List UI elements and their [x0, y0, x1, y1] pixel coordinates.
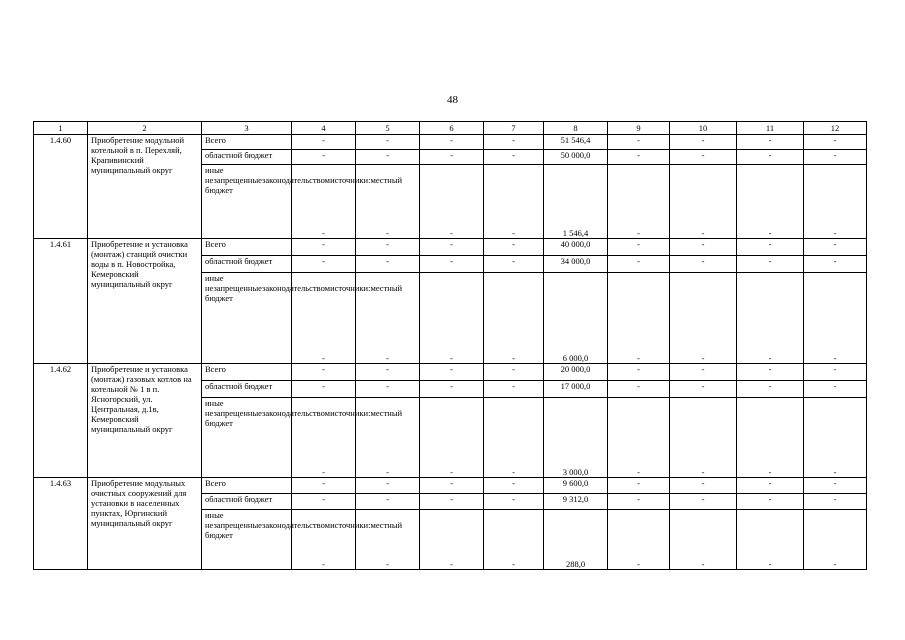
column-header: 8 [544, 122, 608, 135]
funding-source-line: запрещенные [213, 520, 263, 530]
value-cell: - [356, 273, 420, 364]
value-cell: - [356, 494, 420, 510]
value-cell: - [804, 273, 867, 364]
value-cell: - [670, 256, 737, 273]
value-cell: - [670, 165, 737, 239]
value-cell: - [737, 150, 804, 165]
header-row [34, 122, 867, 135]
value-cell: - [737, 364, 804, 381]
table-row [34, 478, 867, 494]
value-cell: - [670, 273, 737, 364]
page-number: 48 [447, 94, 458, 106]
value-cell: - [670, 364, 737, 381]
value-cell: - [356, 381, 420, 398]
value-cell: - [484, 135, 544, 150]
value-cell: - [484, 273, 544, 364]
funding-source-label: местный бюджет [205, 175, 403, 195]
item-number: 1.4.61 [34, 239, 88, 364]
value-cell: 34 000,0 [544, 256, 608, 273]
value-cell: - [484, 150, 544, 165]
value-cell: - [356, 150, 420, 165]
value-cell: - [356, 364, 420, 381]
column-header: 5 [356, 122, 420, 135]
funding-source-label: местный бюджет [205, 283, 403, 303]
value-cell: - [356, 135, 420, 150]
value-cell: - [737, 478, 804, 494]
value-cell: 17 000,0 [544, 381, 608, 398]
funding-source [202, 478, 292, 494]
funding-source-label: Всего [205, 239, 226, 249]
value-cell: - [737, 165, 804, 239]
table-row [34, 364, 867, 381]
value-cell: - [292, 165, 356, 239]
value-cell: - [670, 381, 737, 398]
value-cell: - [420, 494, 484, 510]
funding-source [202, 135, 292, 150]
funding-source [202, 150, 292, 165]
value-cell: - [804, 135, 867, 150]
value-cell: - [484, 494, 544, 510]
funding-source [202, 510, 403, 570]
value-cell: - [608, 510, 670, 570]
funding-source-line: иные не [205, 273, 224, 293]
item-name: Приобретение модульных очистных сооружений для установки в населенных пунктах, Юргинский муниципальный округ [88, 478, 202, 570]
funding-source-label: местный бюджет [205, 520, 403, 540]
column-header: 4 [292, 122, 356, 135]
value-cell: - [420, 381, 484, 398]
funding-source-label: областной бюджет [205, 256, 273, 266]
value-cell: - [608, 256, 670, 273]
value-cell: - [670, 239, 737, 256]
value-cell: - [484, 165, 544, 239]
funding-source-line: иные не [205, 165, 224, 185]
column-header: 10 [670, 122, 737, 135]
funding-source [202, 239, 292, 256]
funding-source [202, 398, 403, 478]
column-header: 11 [737, 122, 804, 135]
value-cell: - [670, 398, 737, 478]
funding-source [202, 381, 292, 398]
value-cell: - [804, 510, 867, 570]
budget-table [33, 121, 867, 570]
value-cell: - [737, 273, 804, 364]
value-cell: 3 000,0 [544, 398, 608, 478]
value-cell: 50 000,0 [544, 150, 608, 165]
column-header: 2 [88, 122, 202, 135]
value-cell: - [356, 398, 420, 478]
value-cell: - [608, 398, 670, 478]
value-cell: - [484, 364, 544, 381]
funding-source-line: законодательством [262, 408, 331, 418]
value-cell: - [608, 165, 670, 239]
column-header: 1 [34, 122, 88, 135]
value-cell: 1 546,4 [544, 165, 608, 239]
table-body [34, 135, 867, 570]
value-cell: - [737, 135, 804, 150]
value-cell: - [670, 150, 737, 165]
value-cell: - [292, 381, 356, 398]
value-cell: - [670, 510, 737, 570]
value-cell: - [292, 256, 356, 273]
value-cell: - [737, 256, 804, 273]
value-cell: - [420, 239, 484, 256]
item-number: 1.4.62 [34, 364, 88, 478]
value-cell: - [737, 398, 804, 478]
value-cell: 40 000,0 [544, 239, 608, 256]
value-cell: - [292, 398, 356, 478]
value-cell: - [737, 239, 804, 256]
funding-source [202, 364, 292, 381]
value-cell: 9 312,0 [544, 494, 608, 510]
value-cell: - [608, 494, 670, 510]
value-cell: - [608, 135, 670, 150]
value-cell: - [670, 135, 737, 150]
item-name: Приобретение и установка (монтаж) газовых котлов на котельной № 1 в п. Ясногорский, ул. Центральная, д.1в, Кемеровский муниципальный округ [88, 364, 202, 478]
value-cell: - [292, 239, 356, 256]
funding-source-label: местный бюджет [205, 408, 403, 428]
value-cell: - [292, 494, 356, 510]
funding-source-line: источники: [330, 408, 371, 418]
value-cell: - [356, 165, 420, 239]
value-cell: - [484, 256, 544, 273]
value-cell: - [608, 381, 670, 398]
value-cell: - [292, 135, 356, 150]
funding-source [202, 273, 403, 364]
value-cell: - [737, 381, 804, 398]
value-cell: - [292, 364, 356, 381]
value-cell: - [356, 478, 420, 494]
value-cell: - [608, 239, 670, 256]
value-cell: - [804, 364, 867, 381]
value-cell: - [804, 239, 867, 256]
value-cell: - [484, 510, 544, 570]
funding-source-line: запрещенные [213, 283, 263, 293]
value-cell: - [804, 256, 867, 273]
value-cell: - [737, 494, 804, 510]
column-header: 7 [484, 122, 544, 135]
funding-source-line: источники: [330, 175, 371, 185]
funding-source-line: запрещенные [213, 408, 263, 418]
value-cell: - [608, 364, 670, 381]
value-cell: - [804, 381, 867, 398]
value-cell: - [292, 478, 356, 494]
value-cell: - [608, 273, 670, 364]
value-cell: - [356, 239, 420, 256]
funding-source-line: законодательством [262, 283, 331, 293]
funding-source [202, 165, 403, 239]
value-cell: - [804, 494, 867, 510]
value-cell: - [356, 510, 420, 570]
value-cell: - [670, 494, 737, 510]
value-cell: - [608, 150, 670, 165]
funding-source-label: Всего [205, 478, 226, 488]
table-row [34, 135, 867, 150]
value-cell: - [292, 273, 356, 364]
value-cell: - [420, 150, 484, 165]
value-cell: - [420, 135, 484, 150]
value-cell: - [420, 510, 484, 570]
value-cell: - [484, 478, 544, 494]
value-cell: - [804, 150, 867, 165]
value-cell: - [608, 478, 670, 494]
funding-source-line: запрещенные [213, 175, 263, 185]
value-cell: - [804, 165, 867, 239]
value-cell: 288,0 [544, 510, 608, 570]
value-cell: - [420, 364, 484, 381]
funding-source [202, 256, 292, 273]
funding-source-line: иные не [205, 510, 224, 530]
value-cell: 20 000,0 [544, 364, 608, 381]
value-cell: - [420, 478, 484, 494]
item-name: Приобретение и установка (монтаж) станций очистки воды в п. Новостройка, Кемеровский муниципальный округ [88, 239, 202, 364]
value-cell: - [420, 256, 484, 273]
value-cell: - [484, 239, 544, 256]
value-cell: - [484, 398, 544, 478]
value-cell: - [420, 273, 484, 364]
value-cell: - [670, 478, 737, 494]
value-cell: 6 000,0 [544, 273, 608, 364]
funding-source-line: источники: [330, 520, 371, 530]
funding-source-line: законодательством [262, 175, 331, 185]
funding-source-label: областной бюджет [205, 150, 273, 160]
funding-source-label: областной бюджет [205, 381, 273, 391]
funding-source-line: законодательством [262, 520, 331, 530]
value-cell: - [292, 150, 356, 165]
funding-source-label: Всего [205, 364, 226, 374]
item-name: Приобретение модульной котельной в п. Перехляй, Крапивинский муниципальный округ [88, 135, 202, 239]
value-cell: 9 600,0 [544, 478, 608, 494]
column-header: 3 [202, 122, 292, 135]
item-number: 1.4.60 [34, 135, 88, 239]
value-cell: - [737, 510, 804, 570]
column-header: 9 [608, 122, 670, 135]
funding-source-line: иные не [205, 398, 224, 418]
funding-source-line: источники: [330, 283, 371, 293]
column-header: 6 [420, 122, 484, 135]
value-cell: - [804, 398, 867, 478]
value-cell: 51 546,4 [544, 135, 608, 150]
value-cell: - [420, 398, 484, 478]
value-cell: - [420, 165, 484, 239]
value-cell: - [292, 510, 356, 570]
funding-source [202, 494, 292, 510]
item-number: 1.4.63 [34, 478, 88, 570]
table-row [34, 239, 867, 256]
funding-source-label: Всего [205, 135, 226, 145]
funding-source-label: областной бюджет [205, 494, 273, 504]
value-cell: - [484, 381, 544, 398]
column-header: 12 [804, 122, 867, 135]
value-cell: - [356, 256, 420, 273]
value-cell: - [804, 478, 867, 494]
